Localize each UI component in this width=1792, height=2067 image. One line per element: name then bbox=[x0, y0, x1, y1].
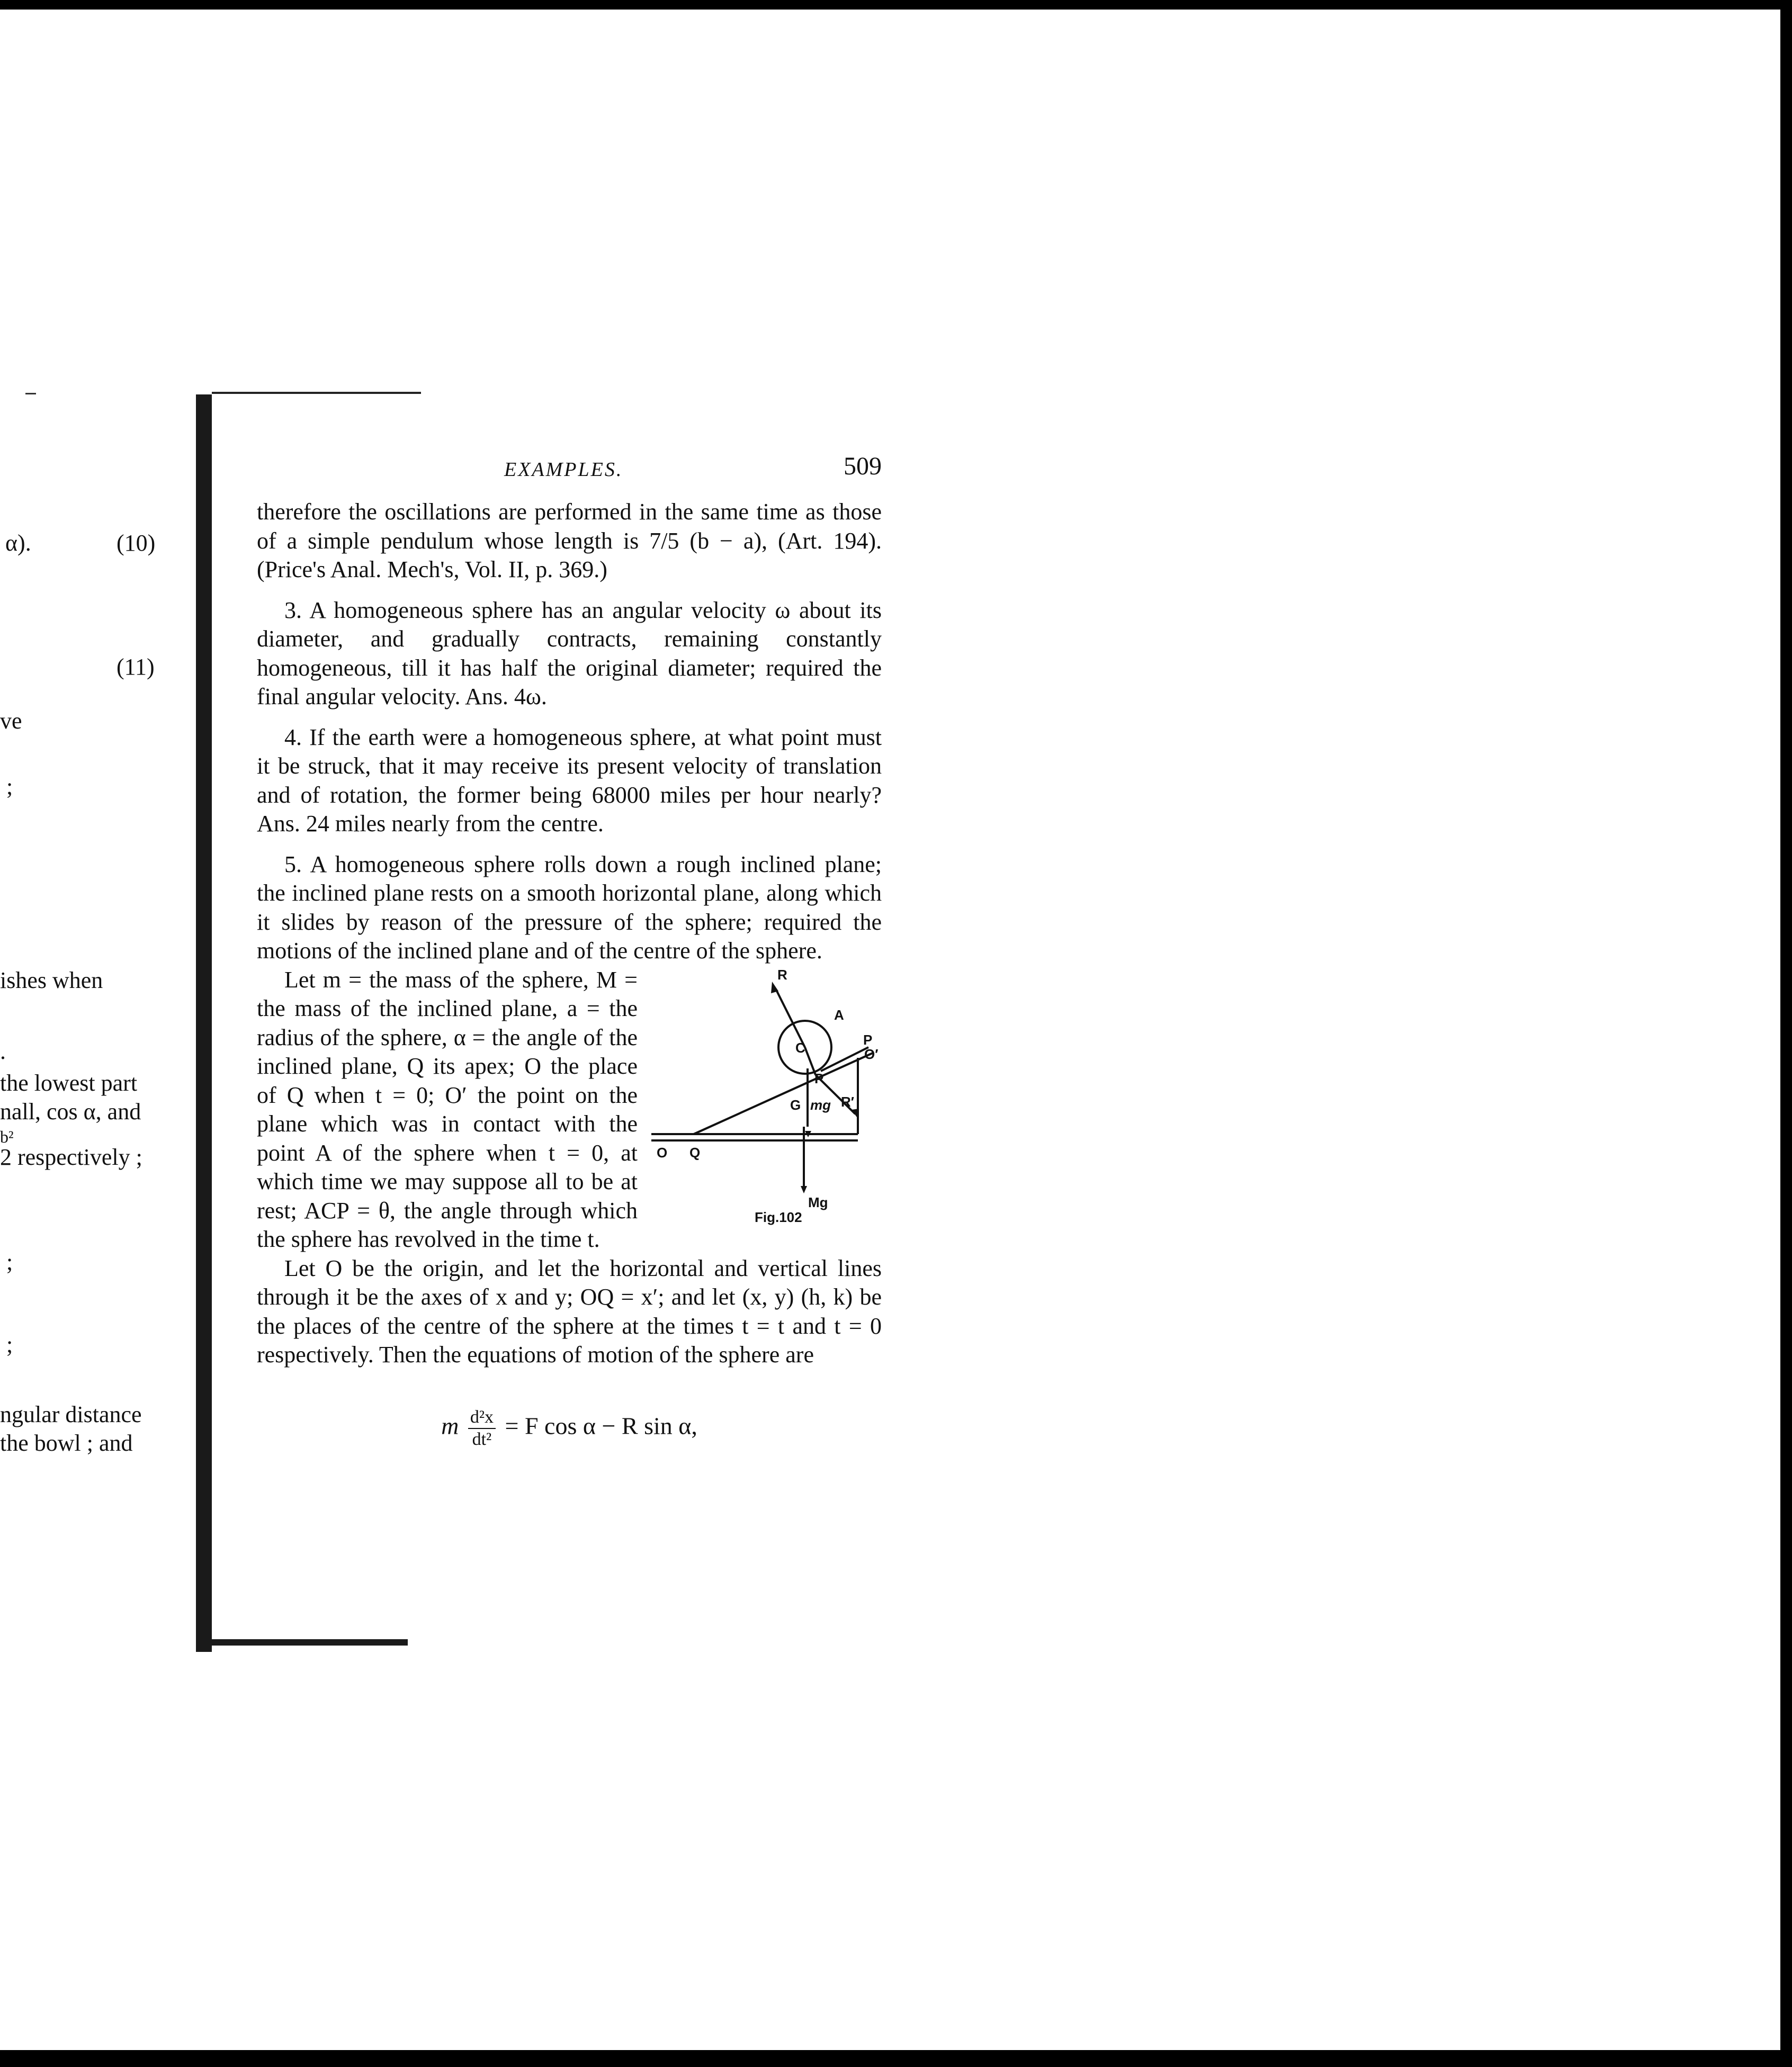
left-page-fragment: nall, cos α, and bbox=[0, 1099, 141, 1125]
left-page-equation-number: (11) bbox=[117, 654, 155, 680]
equation-numerator: d²x bbox=[468, 1407, 496, 1429]
left-page-fragment: . bbox=[0, 1038, 6, 1064]
running-title: EXAMPLES. bbox=[504, 459, 623, 481]
label-R-top: R bbox=[777, 967, 787, 983]
figure-caption: Fig.102 bbox=[755, 1209, 802, 1225]
equation-denominator: dt² bbox=[472, 1429, 492, 1449]
page-top-rule bbox=[212, 392, 421, 394]
book-spine-foot bbox=[196, 1639, 408, 1646]
label-Mg: Mg bbox=[808, 1194, 828, 1210]
left-page-fragment: b² bbox=[0, 1127, 14, 1146]
page-number: 509 bbox=[844, 452, 882, 480]
left-page-rule bbox=[25, 393, 36, 394]
page-header bbox=[257, 452, 882, 498]
left-page-fragment: ve bbox=[0, 708, 22, 734]
equation-of-motion bbox=[257, 1407, 882, 1450]
scan-border-bottom bbox=[0, 2050, 1792, 2067]
scan-border-top bbox=[0, 0, 1792, 10]
paragraph-let-o: Let O be the origin, and let the horizontal and vertical lines through it be the axes of x and y; OQ = x′; and let (x, y) (h, k) be the places of the centre of the sphere at the times t = t and t = 0 respectively. Then the equations of motion of the sphere are bbox=[257, 1255, 882, 1368]
inclined-plane-diagram bbox=[651, 968, 890, 1238]
example-4: 4. If the earth were a homogeneous sphere, at what point must it be struck, that it may receive its present velocity of translation and of rotation, the former being 68000 miles per hour nearly? Ans. 24 miles nearly from the centre. bbox=[257, 724, 882, 837]
left-page-fragment: ishes when bbox=[0, 967, 103, 993]
book-page bbox=[257, 452, 882, 1450]
label-O: O bbox=[657, 1144, 668, 1161]
label-G: G bbox=[790, 1097, 801, 1113]
label-O-prime: O′ bbox=[864, 1046, 879, 1062]
paragraph-let-m: Let m = the mass of the sphere, M = the mass of the inclined plane, a = the radius of the sphere, α = the angle of the inclined plane, Q its apex; O the place of Q when t = 0; O′ the point on the plane which was in contact with the point A of the sphere when t = 0, at which time we may suppose all to be at rest; ACP = θ, the angle through which the sphere has revolved in the time t. bbox=[257, 966, 638, 1252]
left-page-fragment: ; bbox=[6, 774, 13, 799]
scan-border-right bbox=[1780, 0, 1792, 2067]
label-P-right: P bbox=[863, 1031, 873, 1048]
equation-mass: m bbox=[441, 1412, 459, 1440]
left-page-fragment: ; bbox=[6, 1249, 13, 1275]
left-page-fragment: α). bbox=[5, 530, 31, 556]
equation-fraction bbox=[468, 1407, 496, 1450]
equation-rhs: = F cos α − R sin α, bbox=[505, 1412, 697, 1440]
left-page-fragment: 2 respectively ; bbox=[0, 1144, 142, 1170]
left-page-equation-number: (10) bbox=[117, 530, 156, 556]
left-page-fragment: ngular distance bbox=[0, 1401, 142, 1427]
label-Q: Q bbox=[689, 1144, 701, 1161]
label-A: A bbox=[834, 1006, 844, 1023]
example-3: 3. A homogeneous sphere has an angular velocity ω about its diameter, and gradually contracts, remaining constantly homogeneous, till it has half the original diameter; required the final angular velocity. Ans. 4ω. bbox=[257, 597, 882, 709]
book-spine-gutter bbox=[196, 394, 212, 1652]
figure-102 bbox=[651, 968, 890, 1238]
left-page-fragment: the bowl ; and bbox=[0, 1430, 133, 1456]
label-C: C bbox=[795, 1039, 805, 1056]
example-5: 5. A homogeneous sphere rolls down a rough inclined plane; the inclined plane rests on a smooth horizontal plane, along which it slides by reason of the pressure of the sphere; required the motions of the inclined plane and of the centre of the sphere. bbox=[257, 851, 882, 964]
label-P-inner: P bbox=[814, 1070, 824, 1086]
label-mg: mg bbox=[810, 1097, 831, 1113]
paragraph-continuation: therefore the oscillations are performed in the same time as those of a simple pendulum whose length is 7/5 (b − a), (Art. 194). (Price's Anal. Mech's, Vol. II, p. 369.) bbox=[257, 499, 882, 582]
label-R-prime: R′ bbox=[841, 1093, 855, 1110]
left-page-fragment: the lowest part bbox=[0, 1070, 138, 1096]
left-page-fragment: ; bbox=[6, 1332, 13, 1358]
